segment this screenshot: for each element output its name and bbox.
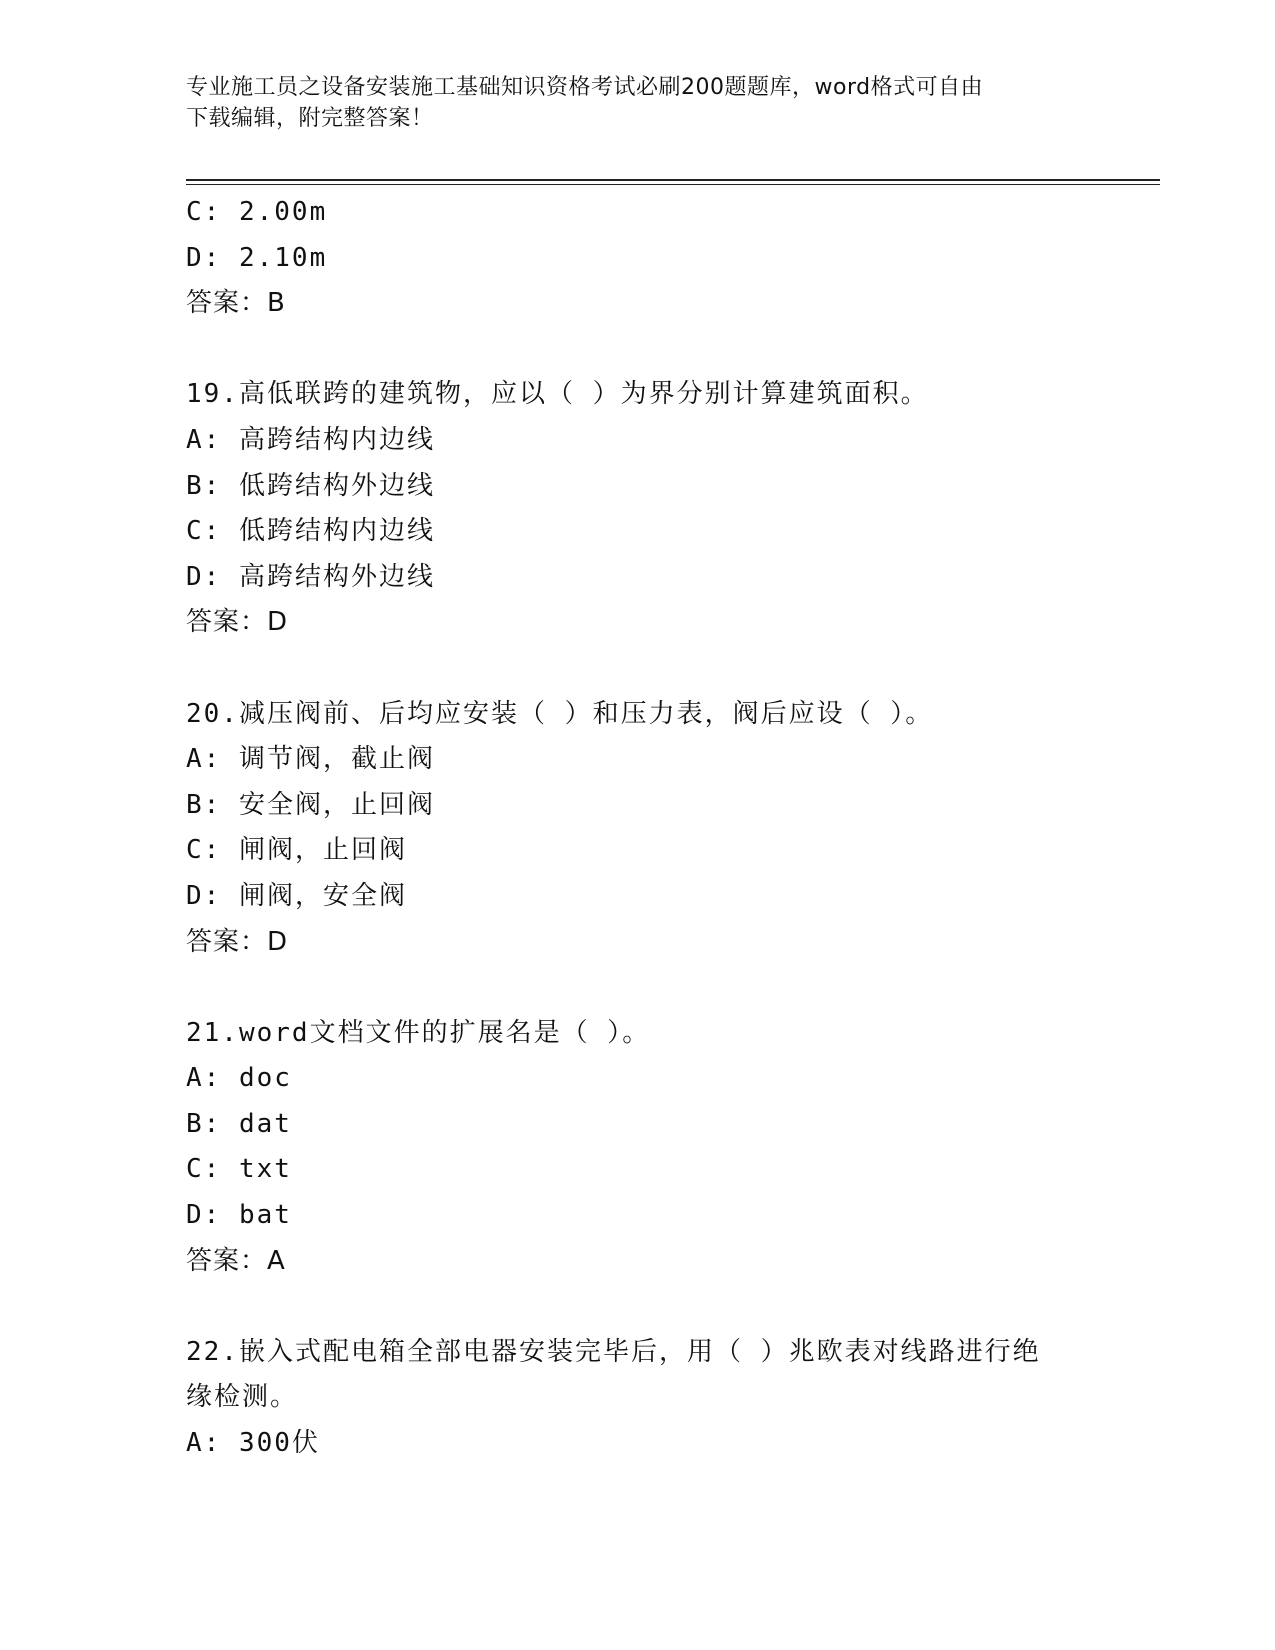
spacer <box>186 1284 1086 1330</box>
answer-line: 答案：D <box>186 926 289 957</box>
question-19 <box>186 372 1086 646</box>
question-stem: 22.嵌入式配电箱全部电器安装完毕后，用（ ）兆欧表对线路进行绝 <box>186 1336 1041 1367</box>
answer-line: 答案：B <box>186 288 286 319</box>
option-c: C: txt <box>186 1154 292 1185</box>
option-c: C: 闸阀，止回阀 <box>186 835 407 866</box>
option-a: A: doc <box>186 1063 292 1094</box>
option-d: D: 闸阀，安全阀 <box>186 880 407 911</box>
question-stem: 19.高低联跨的建筑物，应以（ ）为界分别计算建筑面积。 <box>186 379 929 410</box>
question-stem-continued: 缘检测。 <box>186 1382 299 1413</box>
header-rule-thin <box>186 184 1160 185</box>
option-c: C: 低跨结构内边线 <box>186 516 435 547</box>
option-a: A: 调节阀，截止阀 <box>186 744 435 775</box>
document-header <box>186 72 1086 134</box>
spacer <box>186 646 1086 692</box>
option-a: A: 高跨结构内边线 <box>186 424 435 455</box>
question-stem: 20.减压阀前、后均应安装（ ）和压力表，阀后应设（ ）。 <box>186 698 934 729</box>
answer-line: 答案：D <box>186 607 289 638</box>
question-stem: 21.word文档文件的扩展名是（ ）。 <box>186 1017 651 1048</box>
question-22 <box>186 1330 1086 1467</box>
question-18-continued <box>186 190 1086 327</box>
spacer <box>186 965 1086 1011</box>
option-d: D: 高跨结构外边线 <box>186 561 435 592</box>
option-d: D: 2.10m <box>186 242 328 273</box>
header-line-1: 专业施工员之设备安装施工基础知识资格考试必刷200题题库，word格式可自由 <box>186 75 984 100</box>
option-b: B: 安全阀，止回阀 <box>186 789 435 820</box>
spacer <box>186 327 1086 373</box>
header-line-2: 下载编辑，附完整答案！ <box>186 106 434 131</box>
question-content <box>186 190 1086 1467</box>
option-a: A: 300伏 <box>186 1428 320 1459</box>
option-b: B: dat <box>186 1108 292 1139</box>
option-d: D: bat <box>186 1200 292 1231</box>
option-b: B: 低跨结构外边线 <box>186 470 435 501</box>
header-rule-thick <box>186 179 1160 181</box>
question-21 <box>186 1011 1086 1285</box>
option-c: C: 2.00m <box>186 197 328 227</box>
answer-line: 答案：A <box>186 1245 286 1276</box>
question-20 <box>186 692 1086 966</box>
